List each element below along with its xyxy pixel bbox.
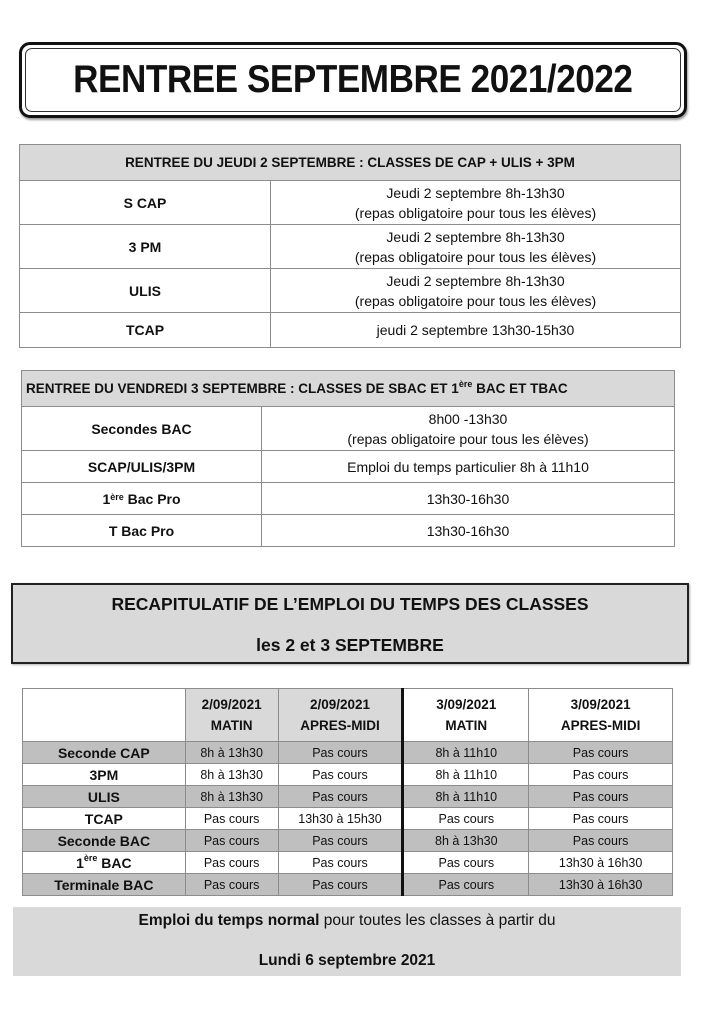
meal-note: (repas obligatoire pour tous les élèves): [354, 292, 597, 309]
schedule-cell: 8h à 13h30: [185, 742, 278, 764]
schedule-cell: [271, 225, 681, 269]
class-name: Secondes BAC: [22, 407, 262, 451]
header-text: BAC ET TBAC: [472, 381, 568, 396]
class-name: 3 PM: [20, 225, 271, 269]
schedule-cell: Pas cours: [529, 786, 673, 808]
footer-date: Lundi 6 septembre 2021: [258, 952, 436, 969]
row-label: [23, 764, 186, 786]
schedule-cell: Pas cours: [529, 808, 673, 830]
column-header: [529, 689, 673, 742]
thursday-header: RENTREE DU JEUDI 2 SEPTEMBRE : CLASSES DE CAP + ULIS + 3PM: [20, 145, 681, 181]
meal-note: (repas obligatoire pour tous les élèves): [354, 248, 597, 265]
row-label-text: Seconde BAC: [57, 832, 151, 849]
schedule-cell: [262, 407, 675, 451]
footer-text: pour toutes les classes à partir du: [319, 912, 556, 929]
column-period: MATIN: [445, 718, 488, 733]
table-header-row: [22, 371, 675, 407]
schedule-cell: 8h à 11h10: [403, 786, 529, 808]
schedule-cell: Pas cours: [278, 852, 403, 874]
schedule-cell: jeudi 2 septembre 13h30-15h30: [271, 313, 681, 348]
table-row: [20, 313, 681, 348]
class-name: SCAP/ULIS/3PM: [22, 451, 262, 483]
schedule-line: 8h00 -13h30: [428, 410, 508, 427]
schedule-cell: Pas cours: [529, 764, 673, 786]
column-date: 3/09/2021: [436, 697, 497, 712]
schedule-cell: 8h à 13h30: [185, 764, 278, 786]
recap-row: [23, 808, 673, 830]
schedule-cell: 8h à 13h30: [185, 786, 278, 808]
recap-title: RECAPITULATIF DE L’EMPLOI DU TEMPS DES CLASSES: [111, 594, 589, 614]
superscript: ère: [83, 852, 98, 863]
row-label: [23, 852, 186, 874]
schedule-line: Jeudi 2 septembre 8h-13h30: [386, 228, 565, 245]
footer-box: [13, 907, 681, 976]
schedule-cell: Pas cours: [403, 874, 529, 896]
column-period: APRES-MIDI: [560, 718, 641, 733]
row-label-text: Terminale BAC: [54, 876, 154, 893]
title-inner-border: [25, 48, 681, 112]
class-text: Bac Pro: [123, 490, 181, 507]
schedule-cell: Pas cours: [278, 742, 403, 764]
schedule-cell: Pas cours: [278, 830, 403, 852]
table-row: [22, 483, 675, 515]
thursday-table: [19, 144, 681, 348]
class-name: T Bac Pro: [22, 515, 262, 547]
schedule-cell: Pas cours: [403, 852, 529, 874]
column-period: APRES-MIDI: [300, 718, 380, 733]
schedule-cell: 8h à 11h10: [403, 742, 529, 764]
class-name: TCAP: [20, 313, 271, 348]
recap-table: [22, 688, 673, 896]
row-label-text: BAC: [97, 854, 132, 871]
schedule-cell: 13h30 à 16h30: [529, 852, 673, 874]
schedule-cell: Pas cours: [278, 764, 403, 786]
table-row: [22, 407, 675, 451]
recap-subtitle: les 2 et 3 SEPTEMBRE: [256, 635, 444, 655]
table-row: [22, 515, 675, 547]
schedule-cell: Emploi du temps particulier 8h à 11h10: [262, 451, 675, 483]
row-label-text: 1: [76, 854, 84, 871]
class-text: 1: [102, 490, 111, 507]
recap-body: [23, 742, 673, 896]
schedule-cell: [271, 181, 681, 225]
superscript: ère: [110, 491, 124, 502]
superscript: ère: [458, 379, 473, 389]
column-header: [185, 689, 278, 742]
recap-row: [23, 764, 673, 786]
row-label: [23, 830, 186, 852]
schedule-cell: 13h30 à 15h30: [278, 808, 403, 830]
row-label-text: ULIS: [87, 788, 120, 805]
table-header-row: [20, 145, 681, 181]
column-header: [403, 689, 529, 742]
recap-row: [23, 874, 673, 896]
schedule-cell: Pas cours: [278, 874, 403, 896]
row-label-text: Seconde CAP: [57, 744, 150, 761]
recap-row: [23, 786, 673, 808]
class-name: ULIS: [20, 269, 271, 313]
row-label: [23, 786, 186, 808]
column-date: 3/09/2021: [570, 697, 631, 712]
schedule-cell: Pas cours: [185, 874, 278, 896]
schedule-cell: Pas cours: [529, 742, 673, 764]
schedule-cell: [271, 269, 681, 313]
schedule-cell: Pas cours: [185, 808, 278, 830]
meal-note: (repas obligatoire pour tous les élèves): [354, 204, 597, 221]
row-label: [23, 742, 186, 764]
schedule-line: Jeudi 2 septembre 8h-13h30: [386, 272, 565, 289]
row-label: [23, 808, 186, 830]
meal-note: (repas obligatoire pour tous les élèves): [347, 430, 589, 447]
recap-heading-box: [11, 583, 689, 664]
table-row: [20, 269, 681, 313]
page-title: RENTREE SEPTEMBRE 2021/2022: [73, 58, 633, 101]
friday-header: [22, 371, 675, 407]
schedule-cell: Pas cours: [403, 808, 529, 830]
table-row: [20, 181, 681, 225]
recap-header-row: [23, 689, 673, 742]
corner-cell: [23, 689, 186, 742]
row-label-text: TCAP: [84, 810, 123, 827]
schedule-cell: Pas cours: [185, 852, 278, 874]
table-row: [22, 451, 675, 483]
title-box: [19, 42, 687, 118]
friday-table: [21, 370, 675, 547]
column-date: 2/09/2021: [201, 697, 262, 712]
schedule-cell: 8h à 13h30: [403, 830, 529, 852]
column-date: 2/09/2021: [309, 697, 371, 712]
recap-row: [23, 830, 673, 852]
schedule-cell: 13h30-16h30: [262, 483, 675, 515]
footer-bold-text: Emploi du temps normal: [138, 912, 320, 929]
row-label-text: 3PM: [89, 766, 119, 783]
column-header: [278, 689, 403, 742]
column-period: MATIN: [210, 718, 253, 733]
table-row: [20, 225, 681, 269]
schedule-cell: Pas cours: [278, 786, 403, 808]
class-name: S CAP: [20, 181, 271, 225]
schedule-cell: Pas cours: [529, 830, 673, 852]
class-name: [22, 483, 262, 515]
recap-row: [23, 852, 673, 874]
schedule-cell: 13h30 à 16h30: [529, 874, 673, 896]
recap-row: [23, 742, 673, 764]
schedule-line: Jeudi 2 septembre 8h-13h30: [386, 184, 565, 201]
footer-line-1: [13, 912, 681, 930]
schedule-cell: Pas cours: [185, 830, 278, 852]
schedule-cell: 13h30-16h30: [262, 515, 675, 547]
header-text: RENTREE DU VENDREDI 3 SEPTEMBRE : CLASSES DE SBAC ET 1: [26, 381, 459, 396]
row-label: [23, 874, 186, 896]
schedule-cell: 8h à 11h10: [403, 764, 529, 786]
